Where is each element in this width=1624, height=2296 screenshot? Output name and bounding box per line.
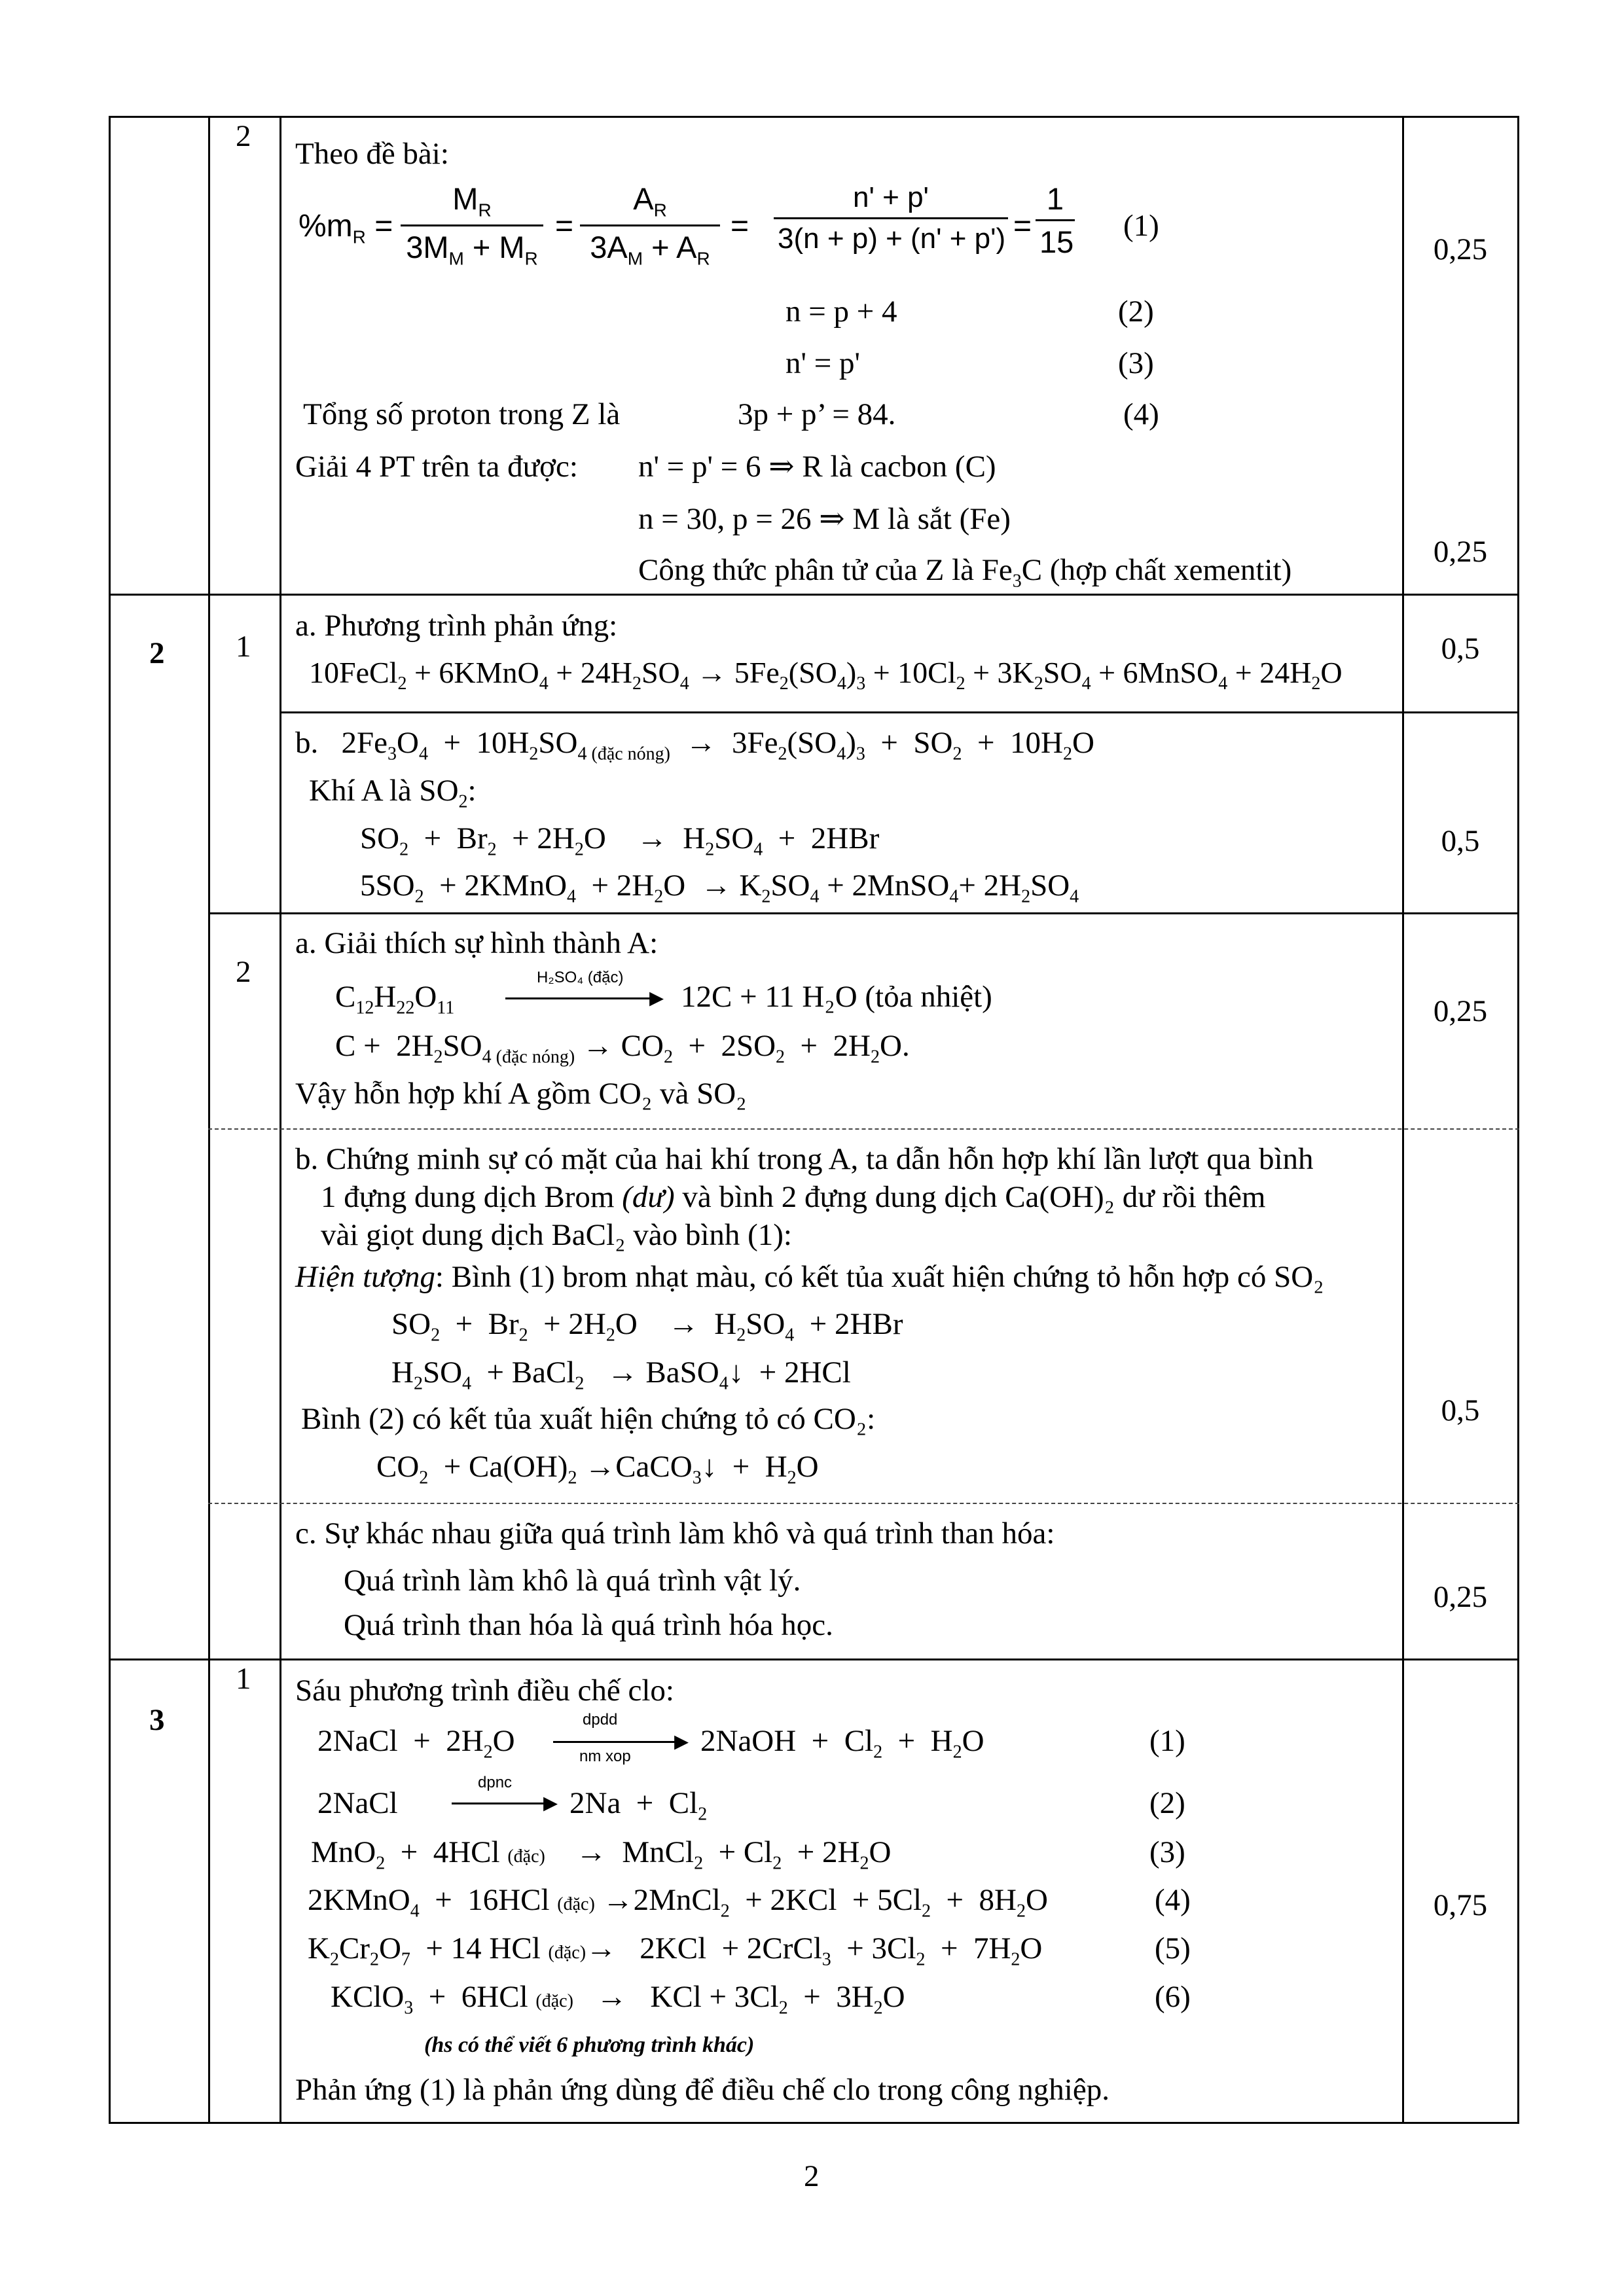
row-divider-2-1b: [280, 711, 1519, 713]
fraction-1: $\frac{M_R}{3M_M + M_R}$: [401, 183, 543, 268]
equation-mark: (2): [1118, 295, 1154, 329]
reaction-equation: $SO_2 + Br_2 + 2H_2O$ → $H_2SO_4 + 2HBr$: [360, 821, 880, 860]
mass-percent-label: $\%m_R$ =: [298, 209, 393, 247]
reaction-equation: $5SO_2$ + 2KMnO$_4$ + $2H_2O \to K_2SO_4$ + 2MnSO$_4$+ $2H_2SO_4$: [360, 869, 1079, 907]
reaction-equation: $H_2SO_4$ + BaCl$_2$ → BaSO$_4$↓ + 2HCl: [391, 1355, 851, 1394]
table-col-divider-3: [1402, 116, 1404, 2124]
drying-description: Quá trình làm khô là quá trình vật lý.: [344, 1564, 801, 1598]
table-border-left: [109, 116, 111, 2124]
score: 0,75: [1433, 1888, 1488, 1922]
question-number: 3: [149, 1703, 165, 1737]
reaction-equation: $C + 2H_2SO_{4 (đặc nóng)} \to CO_2 + 2SO_2 + 2H_2O$.: [335, 1029, 910, 1067]
reaction-reactants: 2NaCl: [317, 1786, 398, 1820]
score: 0,25: [1433, 994, 1488, 1028]
score: 0,25: [1433, 232, 1488, 266]
observation-text: Hiện tượng: Bình (1) brom nhạt màu, có kết tủa xuất hiện chứng tỏ hỗn hợp có SO₂: [295, 1260, 1324, 1294]
part-a-title: a. Phương trình phản ứng:: [295, 609, 618, 643]
score: 0,5: [1441, 632, 1480, 666]
carbonization-description: Quá trình than hóa là quá trình hóa học.: [344, 1608, 833, 1642]
equation-mark: (3): [1118, 346, 1154, 380]
equation-mark: (1): [1123, 209, 1159, 243]
arrow-head: ▸: [674, 1725, 689, 1757]
solve-result-1: n' = p' = 6 ⇒ R là cacbon (C): [638, 450, 996, 484]
conclusion-text: Phản ứng (1) là phản ứng dùng để điều chế clo trong công nghiệp.: [295, 2073, 1110, 2107]
reaction-products: $2Na + Cl_2$: [569, 1786, 708, 1825]
reaction-arrow: [452, 1803, 550, 1804]
part-a-title: a. Giải thích sự hình thành A:: [295, 926, 659, 960]
page-number: 2: [804, 2159, 820, 2193]
equation-mark: (1): [1149, 1724, 1185, 1758]
equation-mark: (4): [1155, 1883, 1191, 1917]
table-col-divider-2: [280, 116, 281, 2124]
reaction-equation: $CO_2 + Ca(OH)_2$ →CaCO$_3$↓ + $H_2O$: [376, 1450, 819, 1488]
sub-question-number: 2: [236, 119, 251, 153]
reaction-equation: 10FeCl$_2$ + 6KMnO$_4$ + $24H_2SO_4 \to 5Fe_2(SO_4)_3 + 10Cl_2 + 3K_2SO_4$ + 6MnSO$_4$ + $24H_2O$: [309, 656, 1343, 694]
arrow-head: ▸: [649, 981, 664, 1013]
alternative-note: (hs có thể viết 6 phương trình khác): [424, 2033, 755, 2057]
equation-mark: (5): [1155, 1931, 1191, 1965]
reaction-equation: KClO$_3$ + 6HCl (đặc) → KCl + $3Cl_2 + 3H_2O$: [331, 1980, 905, 2018]
part-c-title: c. Sự khác nhau giữa quá trình làm khô và quá trình than hóa:: [295, 1516, 1055, 1551]
flask-2-observation: Bình (2) có kết tủa xuất hiện chứng tỏ có CO₂:: [301, 1402, 876, 1436]
reaction-products: 2NaOH + $Cl_2 + H_2O$: [700, 1724, 984, 1763]
gas-a-conclusion: Vậy hỗn hợp khí A gồm CO₂ và SO₂: [295, 1077, 747, 1111]
table-border-right: [1517, 116, 1519, 2124]
fraction-4: $\frac{1}{15}$: [1036, 183, 1075, 257]
sub-question-number: 1: [236, 630, 251, 664]
solve-label: Giải 4 PT trên ta được:: [295, 450, 578, 484]
equation-mark: (4): [1123, 397, 1159, 431]
equation-mark: (3): [1149, 1835, 1185, 1869]
intro-text: Theo đề bài:: [295, 137, 449, 171]
part-b-text-3: vài giọt dung dịch BaCl₂ vào bình (1):: [321, 1218, 792, 1252]
sucrose-formula: $C_{12}H_{22}O_{11}$: [335, 980, 455, 1018]
solve-result-2: n = 30, p = 26 ⇒ M là sắt (Fe): [638, 502, 1011, 536]
arrow-condition-top: dpnc: [478, 1774, 513, 1791]
equals-sign: =: [1013, 209, 1032, 243]
reaction-reactants: 2NaCl + $2H_2O$: [317, 1724, 515, 1763]
arrow-condition-bottom: nm xop: [579, 1748, 631, 1765]
reaction-equation: MnO$_2$ + 4HCl (đặc) → MnCl$_2$ + $Cl_2 + 2H_2O$: [311, 1835, 892, 1874]
solve-result-3: Công thức phân tử của Z là $Fe_3C$ (hợp chất xementit): [638, 553, 1292, 592]
score: 0,5: [1441, 1393, 1480, 1427]
part-b-text-1: b. Chứng minh sự có mặt của hai khí trong A, ta dẫn hỗn hợp khí lần lượt qua bình: [295, 1142, 1314, 1176]
equation-mark: (2): [1149, 1786, 1185, 1820]
score: 0,25: [1433, 535, 1488, 569]
part-b-equation: b. $2Fe_3O_4 + 10H_2SO_{4 (đặc nóng)} \to 3Fe_2(SO_4)_3 + SO_2 + 10H_2O$: [295, 726, 1094, 764]
gas-a-identity: Khí A là $SO_2$:: [309, 774, 477, 812]
equals-sign: =: [731, 209, 749, 243]
proton-sum-label: Tổng số proton trong Z là: [303, 397, 621, 431]
reaction-equation: $K_2Cr_2O_7 + 14$ HCl (đặc)→ 2KCl + 2CrCl$_3$ + $3Cl_2 + 7H_2O$: [308, 1931, 1043, 1970]
sub-question-number: 1: [236, 1662, 251, 1696]
sub-question-number: 2: [236, 955, 251, 989]
arrow-condition-top: dpdd: [583, 1711, 618, 1729]
row-divider-q3: [109, 1659, 1519, 1660]
equation-4: 3p + p’ = 84.: [738, 397, 896, 431]
equation-3: n' = p': [785, 346, 860, 380]
score: 0,5: [1441, 824, 1480, 858]
row-divider-q2: [109, 594, 1519, 596]
table-border-bottom: [109, 2122, 1519, 2124]
arrow-condition: H₂SO₄ (đặc): [537, 969, 624, 986]
reaction-products: 12C + 11 H₂O (tỏa nhiệt): [681, 980, 992, 1014]
table-border-top: [109, 116, 1519, 118]
fraction-2: $\frac{A_R}{3A_M + A_R}$: [580, 183, 720, 268]
question-number: 2: [149, 636, 165, 670]
reaction-arrow: [553, 1741, 681, 1743]
equation-2: n = p + 4: [785, 295, 897, 329]
equation-mark: (6): [1155, 1980, 1191, 2014]
row-divider-dashed-1: [208, 1128, 1519, 1130]
arrow-head: ▸: [543, 1786, 558, 1818]
reaction-equation: $SO_2 + Br_2 + 2H_2O$ → $H_2SO_4 + 2HBr$: [391, 1307, 903, 1346]
part-b-text-2: 1 đựng dung dịch Brom (dư) và bình 2 đựng dung dịch Ca(OH)₂ dư rồi thêm: [321, 1180, 1266, 1214]
fraction-3: $\frac{n' + p'}{3(n + p) + (n' + p')}$: [774, 183, 1008, 253]
reaction-equation: 2KMnO$_4$ + 16HCl (đặc) →2MnCl$_2$ + $2KCl + 5Cl_2 + 8H_2O$: [308, 1883, 1048, 1922]
reaction-arrow: [505, 997, 656, 999]
chlorine-prep-title: Sáu phương trình điều chế clo:: [295, 1674, 674, 1708]
row-divider-2-2: [208, 912, 1519, 914]
score: 0,25: [1433, 1580, 1488, 1614]
equals-sign: =: [555, 209, 574, 243]
row-divider-dashed-2: [208, 1503, 1519, 1504]
table-col-divider-1: [208, 116, 210, 2124]
